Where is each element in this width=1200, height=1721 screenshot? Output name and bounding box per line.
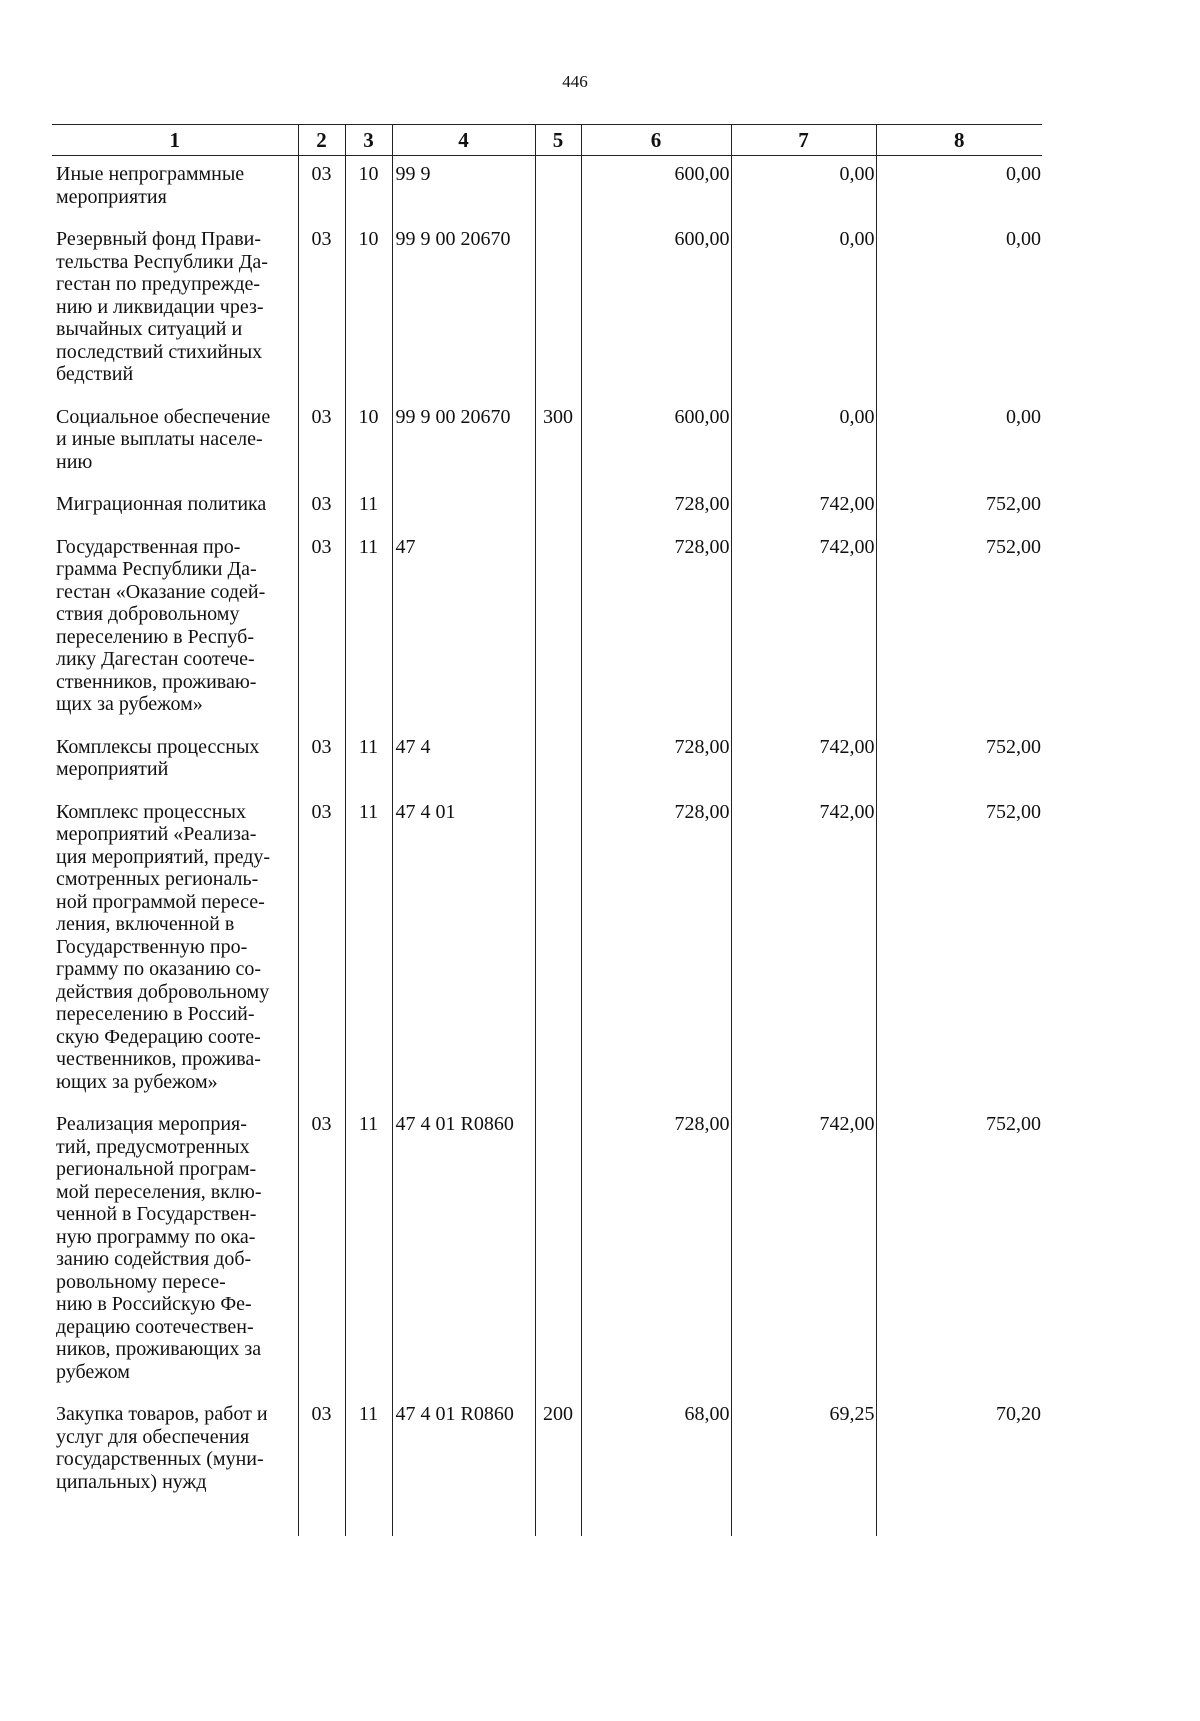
amount-year1-cell: 728,00 xyxy=(581,529,731,729)
subsection-code-cell: 11 xyxy=(345,794,392,1107)
item-name-cell xyxy=(52,1106,298,1396)
item-name-line: ственников, проживаю- xyxy=(56,670,257,693)
target-article-cell: 99 9 00 20670 xyxy=(392,221,535,399)
item-name-line: ную программу по ока- xyxy=(56,1225,256,1248)
amount-year1-cell: 728,00 xyxy=(581,729,731,794)
item-name-line: Резервный фонд Прави- xyxy=(56,228,262,250)
item-name-line: Комплексы процессных xyxy=(56,735,260,758)
amount-year1-cell: 728,00 xyxy=(581,1106,731,1396)
expense-type-cell xyxy=(535,729,581,794)
table-row xyxy=(52,529,1042,729)
amount-year3-cell: 752,00 xyxy=(876,729,1042,794)
item-name-line: скую Федерацию сооте- xyxy=(56,1025,261,1048)
section-code-cell: 03 xyxy=(298,221,345,399)
column-header: 5 xyxy=(535,125,581,156)
item-name-line: Миграционная политика xyxy=(56,493,267,515)
column-header: 6 xyxy=(581,125,731,156)
item-name-line: ления, включенной в xyxy=(56,913,235,935)
item-name-line: ципальных) нужд xyxy=(56,1470,207,1493)
target-article-cell: 99 9 00 20670 xyxy=(392,399,535,487)
table-body xyxy=(52,156,1042,1537)
item-name-line: тий, предусмотренных xyxy=(56,1135,250,1158)
item-name-cell xyxy=(52,221,298,399)
expense-type-cell xyxy=(535,156,581,222)
column-header: 3 xyxy=(345,125,392,156)
item-name-cell xyxy=(52,486,298,529)
item-name-line: Закупка товаров, работ и xyxy=(56,1403,268,1425)
amount-year3-cell: 70,20 xyxy=(876,1396,1042,1536)
item-name-line: грамма Республики Да- xyxy=(56,558,257,580)
expense-type-cell xyxy=(535,221,581,399)
column-header: 4 xyxy=(392,125,535,156)
subsection-code-cell: 11 xyxy=(345,486,392,529)
item-name-line: дерацию соотечествен- xyxy=(56,1315,254,1338)
item-name-line: лику Дагестан соотече- xyxy=(56,648,255,670)
amount-year1-cell: 728,00 xyxy=(581,486,731,529)
item-name-line: Социальное обеспечение xyxy=(56,405,271,428)
target-article-cell: 99 9 xyxy=(392,156,535,222)
amount-year3-cell: 752,00 xyxy=(876,486,1042,529)
item-name-line: ющих за рубежом» xyxy=(56,1070,218,1093)
section-code-cell: 03 xyxy=(298,399,345,487)
item-name-line: мероприятия xyxy=(56,185,167,208)
section-code-cell: 03 xyxy=(298,156,345,222)
section-code-cell: 03 xyxy=(298,486,345,529)
section-code-cell: 03 xyxy=(298,1396,345,1536)
subsection-code-cell: 10 xyxy=(345,221,392,399)
budget-table xyxy=(52,124,1042,1536)
item-name-line: мой переселения, вклю- xyxy=(56,1180,262,1203)
item-name-line: государственных (муни- xyxy=(56,1448,264,1470)
column-header: 7 xyxy=(731,125,876,156)
item-name-line: нию и ликвидации чрез- xyxy=(56,295,264,318)
item-name-line: ников, проживающих за xyxy=(56,1338,262,1360)
item-name-line: переселению в Респуб- xyxy=(56,625,254,648)
item-name-line: мероприятий «Реализа- xyxy=(56,823,257,845)
item-name-line: смотренных региональ- xyxy=(56,868,259,890)
item-name-line: ствия добровольному xyxy=(56,603,240,625)
item-name-cell xyxy=(52,399,298,487)
expense-type-cell: 300 xyxy=(535,399,581,487)
table-row xyxy=(52,156,1042,222)
item-name-line: Государственная про- xyxy=(56,535,241,558)
item-name-line: действия добровольному xyxy=(56,980,270,1003)
target-article-cell: 47 4 xyxy=(392,729,535,794)
expense-type-cell xyxy=(535,486,581,529)
amount-year2-cell: 0,00 xyxy=(731,221,876,399)
amount-year2-cell: 742,00 xyxy=(731,1106,876,1396)
amount-year3-cell: 752,00 xyxy=(876,794,1042,1107)
item-name-cell xyxy=(52,794,298,1107)
table-row xyxy=(52,486,1042,529)
item-name-cell xyxy=(52,729,298,794)
column-header: 2 xyxy=(298,125,345,156)
amount-year3-cell: 0,00 xyxy=(876,156,1042,222)
target-article-cell: 47 4 01 xyxy=(392,794,535,1107)
subsection-code-cell: 11 xyxy=(345,1396,392,1536)
amount-year2-cell: 0,00 xyxy=(731,156,876,222)
table-row xyxy=(52,399,1042,487)
item-name-line: нию xyxy=(56,450,93,473)
subsection-code-cell: 11 xyxy=(345,729,392,794)
item-name-line: грамму по оказанию со- xyxy=(56,958,262,980)
table-row xyxy=(52,794,1042,1107)
item-name-line: занию содействия доб- xyxy=(56,1248,252,1270)
target-article-cell: 47 xyxy=(392,529,535,729)
amount-year1-cell: 600,00 xyxy=(581,221,731,399)
item-name-line: услуг для обеспечения xyxy=(56,1425,250,1448)
item-name-line: ченной в Государствен- xyxy=(56,1203,257,1225)
expense-type-cell xyxy=(535,1106,581,1396)
expense-type-cell: 200 xyxy=(535,1396,581,1536)
amount-year2-cell: 0,00 xyxy=(731,399,876,487)
target-article-cell: 47 4 01 R0860 xyxy=(392,1106,535,1396)
item-name-line: переселению в Россий- xyxy=(56,1003,255,1025)
item-name-line: рубежом xyxy=(56,1360,130,1383)
column-header: 8 xyxy=(876,125,1042,156)
amount-year2-cell: 742,00 xyxy=(731,486,876,529)
item-name-line: ция мероприятий, преду- xyxy=(56,845,271,868)
expense-type-cell xyxy=(535,794,581,1107)
subsection-code-cell: 10 xyxy=(345,399,392,487)
amount-year2-cell: 742,00 xyxy=(731,529,876,729)
target-article-cell xyxy=(392,486,535,529)
section-code-cell: 03 xyxy=(298,529,345,729)
item-name-line: гестан «Оказание содей- xyxy=(56,580,266,603)
item-name-line: ной программой пересе- xyxy=(56,890,265,913)
item-name-cell xyxy=(52,1396,298,1536)
item-name-line: нию в Российскую Фе- xyxy=(56,1293,252,1315)
amount-year2-cell: 69,25 xyxy=(731,1396,876,1536)
item-name-line: Иные непрограммные xyxy=(56,163,245,185)
item-name-cell xyxy=(52,529,298,729)
table-row xyxy=(52,1106,1042,1396)
item-name-line: Комплекс процессных xyxy=(56,800,246,823)
section-code-cell: 03 xyxy=(298,1106,345,1396)
amount-year1-cell: 68,00 xyxy=(581,1396,731,1536)
section-code-cell: 03 xyxy=(298,794,345,1107)
amount-year2-cell: 742,00 xyxy=(731,729,876,794)
item-name-line: Реализация мероприя- xyxy=(56,1113,247,1135)
subsection-code-cell: 10 xyxy=(345,156,392,222)
table-row xyxy=(52,221,1042,399)
column-header: 1 xyxy=(52,125,298,156)
item-name-line: мероприятий xyxy=(56,758,169,780)
target-article-cell: 47 4 01 R0860 xyxy=(392,1396,535,1536)
section-code-cell: 03 xyxy=(298,729,345,794)
amount-year3-cell: 0,00 xyxy=(876,399,1042,487)
amount-year2-cell: 742,00 xyxy=(731,794,876,1107)
item-name-line: последствий стихийных xyxy=(56,340,263,363)
amount-year1-cell: 728,00 xyxy=(581,794,731,1107)
subsection-code-cell: 11 xyxy=(345,529,392,729)
item-name-line: тельства Республики Да- xyxy=(56,250,268,273)
amount-year3-cell: 752,00 xyxy=(876,1106,1042,1396)
item-name-line: гестан по предупрежде- xyxy=(56,273,261,295)
item-name-cell xyxy=(52,156,298,222)
amount-year3-cell: 752,00 xyxy=(876,529,1042,729)
item-name-line: чественников, прожива- xyxy=(56,1048,261,1070)
subsection-code-cell: 11 xyxy=(345,1106,392,1396)
table-row xyxy=(52,729,1042,794)
item-name-line: ровольному пересе- xyxy=(56,1270,226,1293)
amount-year1-cell: 600,00 xyxy=(581,399,731,487)
expense-type-cell xyxy=(535,529,581,729)
item-name-line: Государственную про- xyxy=(56,935,248,958)
page-number: 446 xyxy=(562,72,588,91)
amount-year1-cell: 600,00 xyxy=(581,156,731,222)
header-row xyxy=(52,125,1042,156)
amount-year3-cell: 0,00 xyxy=(876,221,1042,399)
item-name-line: щих за рубежом» xyxy=(56,693,203,715)
item-name-line: и иные выплаты населе- xyxy=(56,428,263,450)
item-name-line: вычайных ситуаций и xyxy=(56,318,243,340)
item-name-line: региональной програм- xyxy=(56,1158,257,1180)
item-name-line: бедствий xyxy=(56,363,134,385)
table-row xyxy=(52,1396,1042,1536)
